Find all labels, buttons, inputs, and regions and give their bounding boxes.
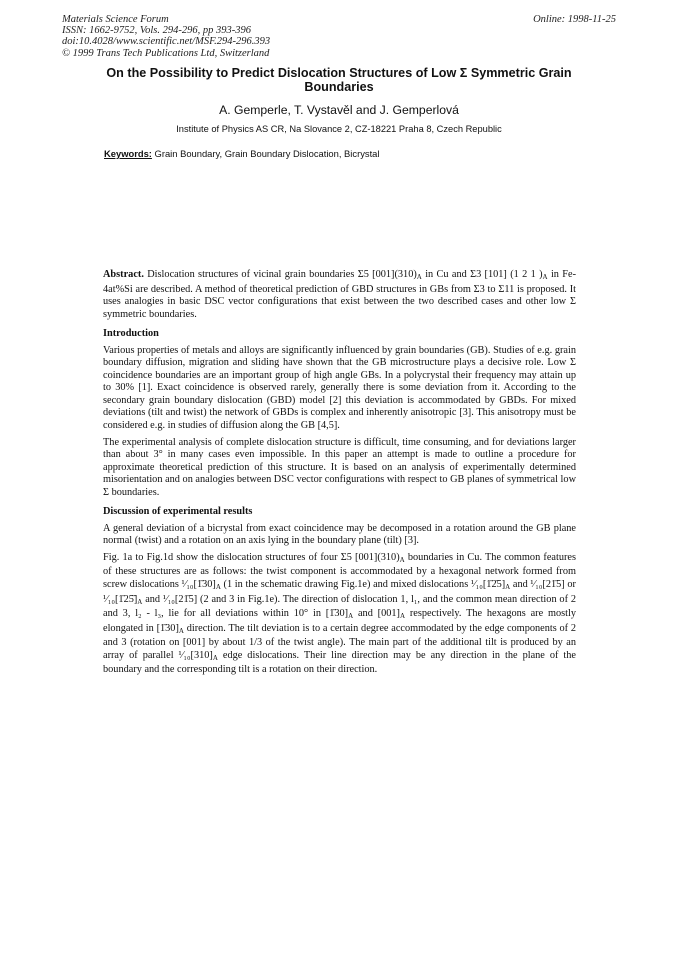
discussion-sub-h: A bbox=[212, 653, 218, 662]
abstract-label: Abstract. bbox=[103, 269, 144, 280]
issn-line: ISSN: 1662-9752, Vols. 294-296, pp 393-396 bbox=[62, 25, 251, 37]
doi-line: doi:10.4028/www.scientific.net/MSF.294-296.393 bbox=[62, 36, 271, 48]
discussion-text-f: and [001] bbox=[353, 608, 400, 620]
introduction-paragraph-1: Various properties of metals and alloys are significantly influenced by grain boundaries (GB). Studies of e.g. grain boundary diffusion, migration and sliding have shown that the GB microstructure plays a decisive role. Low Σ coincidence boundaries are an important group of high angle GBs. In a polycrystal their frequency may attain up to 30% [1]. Exact coincidence is observed rarely, generally there is some deviation from it. According to the secondary grain boundary dislocation (GBD) model [2] this deviation is accommodated by GBDs. For mixed deviations (tilt and twist) the network of GBDs is complex and inherently anisotropic [3]. This anisotropy must be considered e.g. in studies of diffusion along the GB [4,5]. bbox=[103, 344, 576, 432]
online-date: Online: 1998-11-25 bbox=[533, 14, 616, 25]
discussion-text-c: (1 in the schematic drawing Fig.1e) and mixed dislocations ¹⁄₁₀[1̄2̄5] bbox=[220, 579, 506, 591]
discussion-text-g: respectively. The hexagons are mostly elongated in [1̄30] bbox=[103, 608, 577, 634]
discussion-paragraph-1: A general deviation of a bicrystal from exact coincidence may be decomposed in a rotation around the GB plane normal (twist) and a rotation on an axis lying in the boundary plane (tilt) [3]. bbox=[103, 522, 576, 547]
copyright-line: © 1999 Trans Tech Publications Ltd, Switzerland bbox=[62, 47, 270, 59]
keywords-text: Grain Boundary, Grain Boundary Dislocation, Bicrystal bbox=[154, 148, 380, 159]
discussion-text-e: and ¹⁄₁₀[21̄5] (2 and 3 in Fig.1e). The direction of dislocation 1, l₁, and the common mean direction of 2 and 3, l₂ - l₃, lie for all deviations within 10° in [1̄30] bbox=[103, 593, 576, 620]
author-list: A. Gemperle, T. Vystavěl and J. Gemperlová bbox=[219, 103, 459, 117]
section-heading-discussion: Discussion of experimental results bbox=[103, 506, 253, 518]
abstract-text-2: in Cu and Σ3 [101] bbox=[425, 269, 507, 280]
abstract-text-3: (1 2 1 ) bbox=[510, 269, 543, 280]
discussion-text-h: direction. The tilt deviation is to a certain degree accommodated by the edge components of 2 and 3 (rotation on [001] by about 1/3 of the twist angle). The main part of the additional tilt is produced by an array of parallel ¹⁄₁₀[310] bbox=[103, 622, 576, 661]
abstract-sub-2: A bbox=[542, 273, 548, 281]
affiliation: Institute of Physics AS CR, Na Slovance 2, CZ-18221 Praha 8, Czech Republic bbox=[176, 124, 502, 134]
discussion-text-d: and ¹⁄₁₀[21̄5] or ¹⁄₁₀[1̄25̄] bbox=[103, 579, 576, 605]
abstract-paragraph bbox=[103, 269, 576, 321]
introduction-paragraph-2: The experimental analysis of complete dislocation structure is difficult, time consuming, and for deviations larger than about 3° in many cases even impossible. In this paper an attempt is made to outline a procedure for approximate theoretical prediction of this structure. It is based on an analysis of experimentally determined misorientation and on analogies between DSC vector configurations with respect to GB planes of symmetrical low Σ boundaries. bbox=[103, 436, 576, 498]
discussion-text-i: edge dislocations. Their line direction may be any direction in the plane of the boundary and the corresponding tilt is a rotation on their direction. bbox=[103, 649, 576, 676]
journal-metadata bbox=[62, 14, 270, 59]
discussion-paragraph-2 bbox=[103, 552, 576, 677]
abstract-text-4: in Fe-4at%Si are described. A method of theoretical prediction of GBD structures in GBs from Σ3 to Σ11 is proposed. It uses analogies in basic DSC vector configurations that exist between the two described cases and other low Σ symmetric boundaries. bbox=[103, 269, 577, 320]
discussion-text-b: boundaries in Cu. The common features of these structures are as follows: the twist component is accommodated by a hexagonal network formed from screw dislocations ¹⁄₁₀[1̄30] bbox=[103, 551, 576, 591]
discussion-sub-b: A bbox=[215, 583, 221, 592]
discussion-sub-c: A bbox=[505, 583, 511, 592]
abstract-text-1: Dislocation structures of vicinal grain boundaries Σ5 [001](310) bbox=[147, 269, 417, 280]
discussion-sub-a: A bbox=[399, 555, 405, 564]
discussion-sub-d: A bbox=[137, 597, 143, 606]
journal-name: Materials Science Forum bbox=[62, 14, 169, 25]
discussion-sub-g: A bbox=[178, 626, 184, 635]
keywords-label: Keywords: bbox=[104, 148, 152, 159]
discussion-sub-f: A bbox=[399, 612, 406, 621]
abstract-sub-1: A bbox=[416, 273, 422, 281]
discussion-text-a: Fig. 1a to Fig.1d show the dislocation structures of four Σ5 [001](310) bbox=[103, 551, 400, 563]
discussion-sub-e: A bbox=[348, 612, 354, 621]
keywords-line bbox=[104, 148, 379, 159]
section-heading-introduction: Introduction bbox=[103, 328, 159, 340]
paper-body bbox=[103, 269, 576, 677]
paper-title: On the Possibility to Predict Dislocation Structures of Low Σ Symmetric Grain Boundaries bbox=[106, 66, 572, 94]
